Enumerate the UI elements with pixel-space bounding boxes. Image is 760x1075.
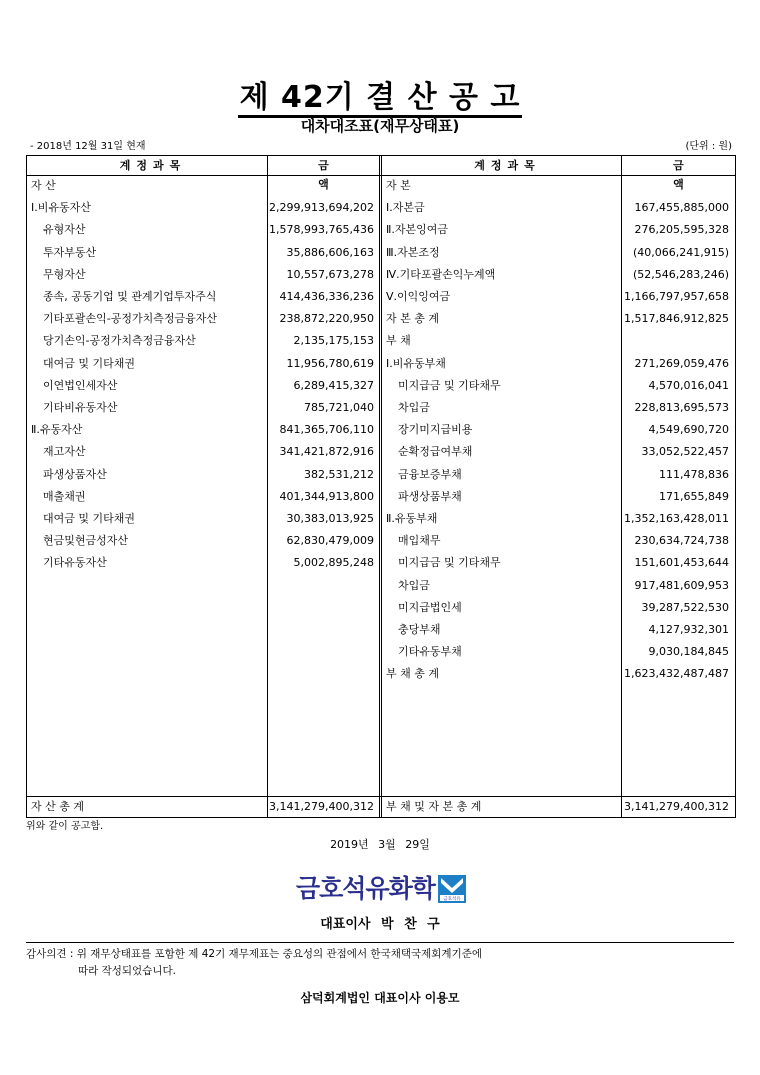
audit-opinion-line-1: 감사의견 : 위 재무상태표를 포함한 제 42기 재무제표는 중요성의 관점에서 한국채택국제회계기준에 — [26, 948, 482, 960]
equity-liability-row-label: 부 채 총 계 — [386, 667, 439, 681]
asset-row-label: 당기손익-공정가치측정금융자산 — [43, 334, 196, 348]
asset-row-label: 무형자산 — [43, 267, 86, 281]
equity-liability-row-label: 미지급금 및 기타채무 — [398, 378, 501, 392]
asset-row-amount: 2,135,175,153 — [293, 334, 374, 348]
asset-row-amount: 785,721,040 — [304, 401, 374, 414]
equity-liability-row-label: Ⅱ.유동부채 — [386, 512, 438, 525]
asset-row-label: 유형자산 — [43, 223, 86, 237]
equity-liability-row-amount: 1,166,797,957,658 — [624, 290, 729, 303]
equity-liability-row-label: 미지급금 및 기타채무 — [398, 556, 501, 570]
asset-row-amount: 62,830,479,009 — [286, 534, 374, 548]
asset-row-label: Ⅰ.비유동자산 — [31, 201, 91, 215]
asset-row-amount: 30,383,013,925 — [286, 512, 374, 525]
equity-liability-row — [27, 198, 735, 218]
total-liab-equity-label: 부 채 및 자 본 총 계 — [386, 800, 482, 813]
equity-liability-row-label: 자 본 총 계 — [386, 312, 439, 326]
equity-liability-row — [27, 465, 735, 485]
total-assets-amount: 3,141,279,400,312 — [269, 800, 374, 813]
equity-liability-row-amount: 33,052,522,457 — [641, 445, 729, 459]
equity-liability-row-label: 기타유동부채 — [398, 645, 462, 659]
closing-note: 위와 같이 공고함. — [26, 821, 104, 832]
ceo-signature: 대표이사 박 찬 구 — [320, 917, 440, 932]
equity-liability-row-amount: 917,481,609,953 — [634, 578, 729, 592]
asset-row-amount: 341,421,872,916 — [279, 445, 374, 459]
equity-liability-row-label: 장기미지급비용 — [398, 423, 473, 437]
equity-liability-row — [27, 287, 735, 307]
auditor-name: 삼덕회계법인 대표이사 이용모 — [300, 991, 460, 1005]
equity-liability-row — [27, 420, 735, 440]
asset-row-label: 대여금 및 기타채권 — [43, 512, 136, 525]
equity-liability-row-label: 차입금 — [398, 401, 430, 414]
header-right-item: 계정과목 — [474, 159, 541, 172]
equity-liability-row — [27, 398, 735, 418]
equity-liability-row-label: 충당부채 — [398, 623, 441, 636]
equity-liability-row — [27, 642, 735, 662]
header-left-amount: 금액 — [318, 159, 363, 191]
equity-liability-row — [27, 309, 735, 329]
equity-liability-row-amount: 9,030,184,845 — [648, 645, 729, 659]
equity-liability-row-amount: 1,623,432,487,487 — [624, 667, 729, 681]
asset-row-label: 매출채권 — [43, 489, 86, 503]
equity-liability-row — [27, 576, 735, 596]
asset-row-amount: 11,956,780,619 — [286, 356, 374, 370]
asset-row-label: 파생상품자산 — [43, 467, 107, 481]
equity-liability-row-label: 파생상품부채 — [398, 489, 462, 503]
asset-row-label: 종속, 공동기업 및 관계기업투자주식 — [43, 290, 217, 303]
equity-liability-row-label: Ⅲ.자본조정 — [386, 245, 440, 259]
asset-row-label: 대여금 및 기타채권 — [43, 356, 136, 370]
equity-liability-row-label: 차입금 — [398, 578, 430, 592]
equity-liability-row-label: Ⅱ.자본잉여금 — [386, 223, 449, 237]
logo-badge-text: 금호석유 — [443, 897, 461, 902]
equity-liability-row — [27, 598, 735, 618]
equity-liability-row-label: 미지급법인세 — [398, 600, 462, 614]
equity-liability-row-amount: 276,205,595,328 — [634, 223, 729, 237]
asset-row-label: 재고자산 — [43, 445, 86, 459]
title-text: 제 42기 결 산 공 고 — [238, 80, 523, 118]
total-assets-label: 자 산 총 계 — [31, 800, 84, 813]
equity-liability-row — [27, 620, 735, 640]
equity-liability-row-label: 금융보증부채 — [398, 467, 462, 481]
asset-row-amount: 10,557,673,278 — [286, 267, 374, 281]
equity-liability-row-label: Ⅴ.이익잉여금 — [386, 290, 451, 303]
asset-row-amount: 35,886,606,163 — [286, 245, 374, 259]
currency-unit: (단위 : 원) — [685, 141, 732, 152]
equity-liability-row-amount: 151,601,453,644 — [634, 556, 729, 570]
equity-liability-row — [27, 265, 735, 285]
equity-liability-row-label: 부 채 — [386, 334, 411, 348]
asset-row-amount: 1,578,993,765,436 — [269, 223, 374, 237]
equity-liability-row — [27, 354, 735, 374]
equity-liability-row — [27, 442, 735, 462]
total-row — [27, 797, 735, 817]
asset-row-label: 이연법인세자산 — [43, 378, 118, 392]
equity-liability-row-amount: 171,655,849 — [659, 489, 729, 503]
asset-row-amount: 6,289,415,327 — [293, 378, 374, 392]
asset-row-label: Ⅱ.유동자산 — [31, 423, 83, 437]
header-right-amount: 금액 — [673, 159, 718, 191]
company-logo — [296, 872, 467, 906]
asset-row-label: 기타포괄손익-공정가치측정금융자산 — [43, 312, 217, 326]
equity-liability-row-label: Ⅰ.자본금 — [386, 201, 425, 215]
equity-liability-row-amount: 39,287,522,530 — [641, 600, 729, 614]
equity-liability-row — [27, 220, 735, 240]
equity-liability-row-amount: 111,478,836 — [659, 467, 729, 481]
equity-liability-row-amount: 4,549,690,720 — [648, 423, 729, 437]
equity-liability-row-amount: 1,517,846,912,825 — [624, 312, 729, 326]
divider-line — [26, 942, 734, 943]
asset-row-amount: 841,365,706,110 — [279, 423, 374, 437]
equity-liability-row-amount: 271,269,059,476 — [634, 356, 729, 370]
equity-liability-row — [27, 243, 735, 263]
asset-row-label: 투자부동산 — [43, 245, 97, 259]
asset-row-label: 현금및현금성자산 — [43, 534, 129, 548]
equity-liability-row-amount: (52,546,283,246) — [632, 267, 729, 281]
equity-liability-row — [27, 509, 735, 529]
company-name: 금호석유화학 — [296, 874, 435, 903]
equity-liability-row-amount: 4,570,016,041 — [648, 378, 729, 392]
equity-liability-row-amount: 230,634,724,738 — [634, 534, 729, 548]
asset-row-label: 기타비유동자산 — [43, 401, 118, 414]
audit-opinion-line-2: 따라 작성되었습니다. — [78, 965, 176, 977]
header-left-item: 계정과목 — [119, 159, 187, 172]
asset-row-amount: 238,872,220,950 — [279, 312, 374, 326]
equity-liability-row-label: 매입채무 — [398, 534, 441, 548]
asset-row-amount: 2,299,913,694,202 — [269, 201, 374, 215]
asset-row-label: 자 산 — [31, 179, 56, 192]
equity-liability-row-amount: 167,455,885,000 — [634, 201, 729, 215]
equity-liability-row-label: 자 본 — [386, 179, 411, 192]
asset-row-amount: 414,436,336,236 — [279, 290, 374, 303]
asset-row-amount: 5,002,895,248 — [293, 556, 374, 570]
equity-liability-row-label: Ⅰ.비유동부채 — [386, 356, 446, 370]
equity-liability-row — [27, 487, 735, 507]
equity-liability-row-amount: (40,066,241,915) — [632, 245, 729, 259]
equity-liability-row — [27, 331, 735, 351]
equity-liability-row — [27, 664, 735, 684]
report-date: 2019년 3월 29일 — [330, 838, 430, 851]
asset-row-amount: 382,531,212 — [304, 467, 374, 481]
equity-liability-row — [27, 553, 735, 573]
equity-liability-row-amount: 1,352,163,428,011 — [624, 512, 729, 525]
equity-liability-row-amount: 228,813,695,573 — [634, 401, 729, 414]
as-of-date: - 2018년 12월 31일 현재 — [30, 141, 146, 152]
equity-liability-row — [27, 531, 735, 551]
equity-liability-row-amount: 4,127,932,301 — [648, 623, 729, 636]
asset-row-label: 기타유동자산 — [43, 556, 107, 570]
equity-liability-row-label: 순확정급여부채 — [398, 445, 473, 459]
equity-liability-row-label: Ⅳ.기타포괄손익누계액 — [386, 267, 496, 281]
equity-liability-row — [27, 176, 735, 196]
equity-liability-row — [27, 376, 735, 396]
statement-subtitle: 대차대조표(재무상태표) — [300, 117, 460, 135]
balance-sheet-table — [26, 155, 736, 818]
asset-row-amount: 401,344,913,800 — [279, 489, 374, 503]
page-title — [0, 80, 760, 116]
total-liab-equity-amount: 3,141,279,400,312 — [624, 800, 729, 813]
logo-emblem-icon — [437, 874, 467, 904]
